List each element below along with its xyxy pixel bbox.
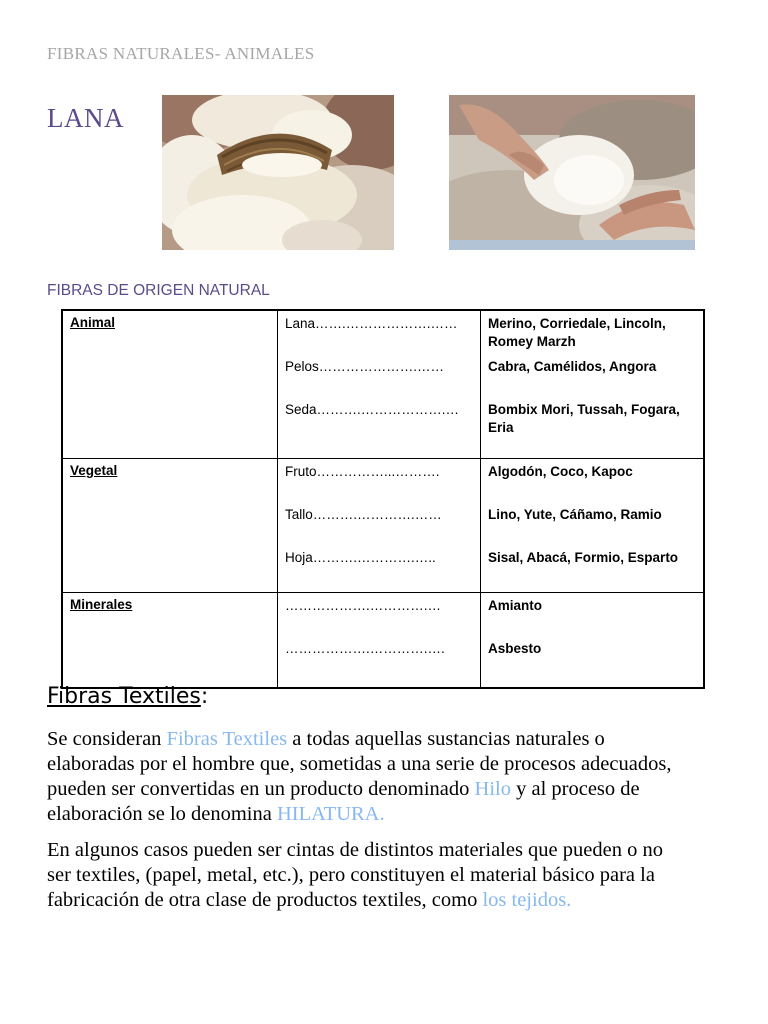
paragraph-text: a todas aquellas sustancias naturales o elaboradas por el hombre que, sometidas a una serie de procesos adecuados, pueden ser convertidas en un producto denominado [47,728,672,800]
fiber-classification-table [61,309,705,689]
subtype-cell [278,310,481,459]
category-label: Vegetal [70,463,118,478]
paragraph-text: Se consideran [47,728,167,750]
examples-item: Lino, Yute, Cáñamo, Ramio [488,507,662,522]
examples-item: Algodón, Coco, Kapoc [488,464,633,479]
subtype-item: Fruto……………...………. [285,464,440,479]
category-cell [62,459,278,593]
examples-item: Bombix Mori, Tussah, Fogara, Eria [488,402,680,435]
section-heading [47,684,208,709]
examples-item: Merino, Corriedale, Lincoln, Romey Marzh [488,316,666,349]
hilatura-link[interactable]: HILATURA. [276,803,385,825]
table-row [62,310,704,459]
category-label: Minerales [70,597,133,612]
paragraph [47,727,687,827]
subtype-cell [278,593,481,689]
table-row [62,593,704,689]
paragraph [47,838,687,913]
examples-item: Asbesto [488,641,542,656]
subtype-item: Tallo……….………….…… [285,507,442,522]
subtype-item: ……………….………….…. [285,641,445,656]
category-cell [62,593,278,689]
section-title: LANA [47,103,124,133]
fibras-textiles-link[interactable]: Fibras Textiles [166,728,293,750]
wool-basket-photo [162,95,394,250]
examples-item: Sisal, Abacá, Formio, Esparto [488,550,679,565]
los-tejidos-link[interactable]: los tejidos. [482,889,572,911]
examples-cell [481,459,705,593]
subtype-item: Hoja……….………….….. [285,550,436,565]
examples-item: Amianto [488,598,542,613]
heading-text: Fibras Textiles [47,684,201,709]
subtype-item: Seda……….……………….… [285,402,460,417]
paragraph-text: En algunos casos pueden ser cintas de distintos materiales que pueden o no ser textiles, (papel, metal, etc.), pero constituyen el material básico para la fabricación de otra clase de productos textiles, como [47,839,663,911]
category-label: Animal [70,315,116,330]
subtype-cell [278,459,481,593]
table-subtitle: FIBRAS DE ORIGEN NATURAL [47,282,270,299]
examples-cell [481,310,705,459]
category-cell [62,310,278,459]
examples-item: Cabra, Camélidos, Angora [488,359,657,374]
page-header: FIBRAS NATURALES- ANIMALES [47,44,315,63]
examples-cell [481,593,705,689]
hilo-link[interactable]: Hilo [474,778,517,800]
subtype-item: ……………….………….… [285,598,442,613]
subtype-item: Lana…….……………….…… [285,316,458,331]
paragraph-text: y al proceso de elaboración se lo denomina [47,778,640,825]
raw-wool-hands-photo [449,95,695,250]
subtype-item: Pelos………………….…… [285,359,445,374]
table-row [62,459,704,593]
heading-colon: : [200,684,209,709]
